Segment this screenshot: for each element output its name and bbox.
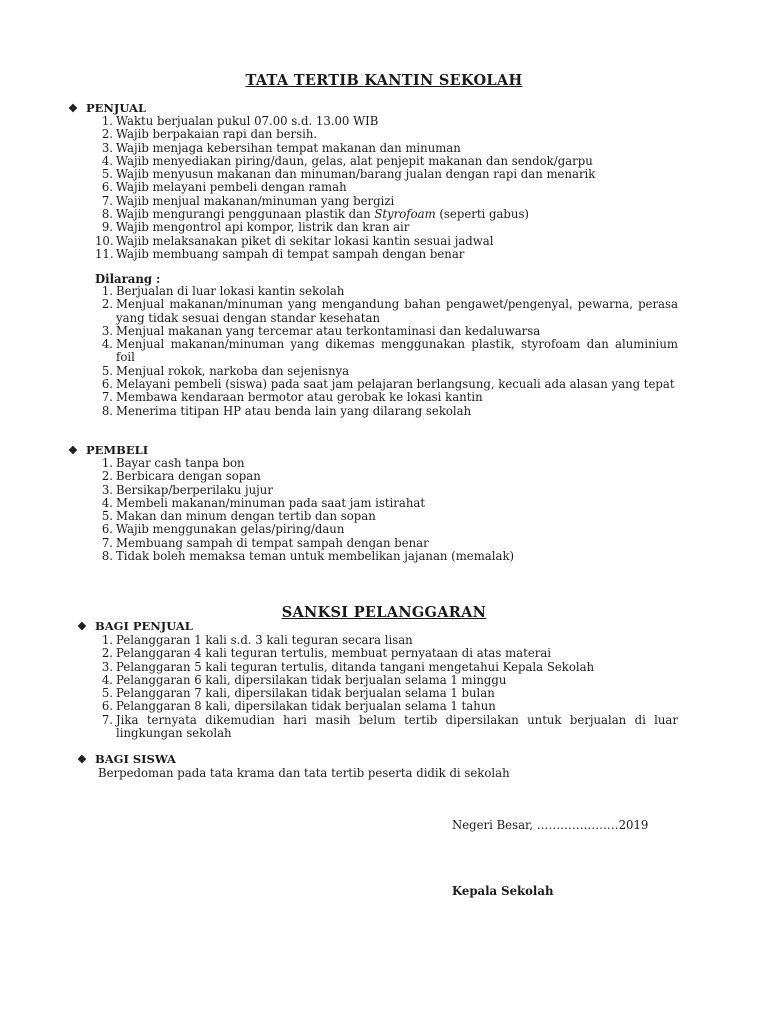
penjual-rule-item	[95, 235, 680, 248]
list-item-text: Wajib mengontrol api kompor, listrik dan kran air	[116, 220, 410, 235]
list-item-number: 7.	[101, 535, 113, 550]
list-item-number: 4.	[101, 337, 113, 352]
list-item-text: Pelanggaran 5 kali teguran tertulis, ditanda tangani mengetahui Kepala Sekolah	[116, 659, 595, 674]
list-item-text: Menjual makanan/minuman yang mengandung bahan pengawet/pengenyal, pewarna, perasa yang tidak sesuai dengan standar kesehatan	[116, 297, 678, 325]
dilarang-rule-item	[95, 338, 678, 365]
penjual-rule-item	[95, 128, 680, 141]
list-item-text: Bayar cash tanpa bon	[116, 456, 245, 470]
list-item-text: Wajib membuang sampah di tempat sampah dengan benar	[116, 246, 465, 261]
pembeli-rule-item	[95, 510, 680, 523]
sanksi-penjual-list	[95, 634, 678, 740]
section-bagi-penjual-heading	[77, 619, 193, 633]
dilarang-rule-item	[95, 325, 678, 338]
dilarang-rule-item	[95, 285, 678, 298]
list-item-number: 11.	[95, 246, 114, 261]
list-item-number: 1.	[101, 114, 113, 128]
penjual-rule-item	[95, 181, 680, 194]
pembeli-rule-item	[95, 523, 680, 536]
diamond-bullet-icon: ❖	[77, 753, 87, 766]
list-item-number: 6.	[101, 180, 113, 195]
pembeli-rule-item	[95, 550, 680, 563]
list-item-text: Melayani pembeli (siswa) pada saat jam pelajaran berlangsung, kecuali ada alasan yang tepat	[116, 377, 675, 392]
section-bagi-siswa-heading	[77, 752, 176, 766]
list-item-number: 7.	[101, 712, 113, 727]
list-item-text: Wajib menyediakan piring/daun, gelas, alat penjepit makanan dan sendok/garpu	[116, 153, 593, 168]
dilarang-rules-list	[95, 285, 678, 418]
penjual-rule-item	[95, 155, 680, 168]
list-item-text: Wajib menjaga kebersihan tempat makanan dan minuman	[116, 140, 461, 155]
list-item-number: 8.	[101, 549, 113, 564]
pembeli-rule-item	[95, 497, 680, 510]
list-item-number: 6.	[101, 377, 113, 392]
list-item-number: 2.	[101, 646, 113, 661]
section-bagi-penjual-label: BAGI PENJUAL	[95, 619, 193, 633]
list-item-text: Membuang sampah di tempat sampah dengan benar	[116, 535, 429, 550]
place-date: Negeri Besar, …………………2019	[452, 818, 649, 832]
list-item-number: 5.	[101, 363, 113, 378]
list-item-text: Wajib menjual makanan/minuman yang bergizi	[116, 193, 395, 208]
sanksi-penjual-item	[95, 647, 678, 660]
list-item-text: Pelanggaran 8 kali, dipersilakan tidak berjualan selama 1 tahun	[116, 699, 496, 714]
list-item-number: 3.	[101, 659, 113, 674]
list-item-text: Wajib melayani pembeli dengan ramah	[116, 180, 347, 195]
section-penjual-heading	[68, 101, 146, 115]
list-item-number: 5.	[101, 686, 113, 701]
penjual-rule-item	[95, 248, 680, 261]
bagi-siswa-text: Berpedoman pada tata krama dan tata tertib peserta didik di sekolah	[98, 766, 510, 780]
dilarang-heading: Dilarang :	[95, 272, 161, 286]
list-item-number: 9.	[101, 220, 113, 235]
list-item-number: 4.	[101, 495, 113, 510]
pembeli-rule-item	[95, 457, 680, 470]
list-item-number: 8.	[101, 403, 113, 418]
penjual-rule-item	[95, 195, 680, 208]
list-item-number: 6.	[101, 699, 113, 714]
pembeli-rules-list	[95, 457, 680, 563]
penjual-rule-item	[95, 142, 680, 155]
pembeli-rule-item	[95, 537, 680, 550]
signature-role: Kepala Sekolah	[452, 884, 554, 898]
list-item-text: Menerima titipan HP atau benda lain yang dilarang sekolah	[116, 403, 472, 418]
list-item-number: 5.	[101, 509, 113, 524]
list-item-number: 2.	[101, 127, 113, 142]
list-item-text: Berbicara dengan sopan	[116, 469, 261, 484]
dilarang-rule-item	[95, 365, 678, 378]
list-item-text: Menjual makanan/minuman yang dikemas menggunakan plastik, styrofoam dan aluminium foil	[116, 337, 678, 365]
list-item-text: Menjual makanan yang tercemar atau terkontaminasi dan kedaluwarsa	[116, 323, 541, 338]
penjual-rule-item	[95, 168, 680, 181]
pembeli-rule-item	[95, 484, 680, 497]
diamond-bullet-icon: ❖	[68, 444, 78, 457]
list-item-text: Wajib menyusun makanan dan minuman/barang jualan dengan rapi dan menarik	[116, 167, 596, 182]
list-item-number: 2.	[101, 297, 113, 312]
list-item-text: Membawa kendaraan bermotor atau gerobak ke lokasi kantin	[116, 390, 483, 405]
list-item-number: 10.	[95, 233, 114, 248]
list-item-text: Pelanggaran 6 kali, dipersilakan tidak berjualan selama 1 minggu	[116, 672, 507, 687]
list-item-number: 7.	[101, 390, 113, 405]
sanksi-penjual-item	[95, 687, 678, 700]
list-item-number: 3.	[101, 482, 113, 497]
list-item-number: 8.	[101, 207, 113, 222]
penjual-rule-item	[95, 221, 680, 234]
sanksi-penjual-item	[95, 661, 678, 674]
dilarang-rule-item	[95, 298, 678, 325]
list-item-text: (seperti gabus)	[435, 207, 529, 222]
dilarang-rule-item	[95, 405, 678, 418]
list-item-number: 1.	[101, 284, 113, 298]
list-item-text: Membeli makanan/minuman pada saat jam istirahat	[116, 495, 426, 510]
list-item-text: Bersikap/berperilaku jujur	[116, 482, 273, 497]
sanksi-penjual-item	[95, 700, 678, 713]
list-item-text: Berjualan di luar lokasi kantin sekolah	[116, 284, 345, 298]
section-pembeli-label: PEMBELI	[86, 443, 149, 457]
list-item-text: Menjual rokok, narkoba dan sejenisnya	[116, 363, 350, 378]
list-item-number: 2.	[101, 469, 113, 484]
list-item-text: Wajib melaksanakan piket di sekitar lokasi kantin sesuai jadwal	[116, 233, 494, 248]
section-penjual-label: PENJUAL	[86, 101, 147, 115]
list-item-text: Jika ternyata dikemudian hari masih belum tertib dipersilakan untuk berjualan di luar lingkungan sekolah	[116, 712, 678, 741]
dilarang-rule-item	[95, 391, 678, 404]
sanksi-penjual-item	[95, 714, 678, 741]
list-item-text: Makan dan minum dengan tertib dan sopan	[116, 509, 376, 524]
list-item-number: 4.	[101, 672, 113, 687]
list-item-number: 6.	[101, 522, 113, 537]
list-item-text: Tidak boleh memaksa teman untuk membelikan jajanan (memalak)	[116, 549, 515, 564]
pembeli-rule-item	[95, 470, 680, 483]
list-item-text: Wajib mengurangi penggunaan plastik dan	[116, 207, 375, 222]
penjual-rule-item	[95, 115, 680, 128]
sanksi-title: SANKSI PELANGGARAN	[281, 604, 487, 621]
list-item-number: 7.	[101, 193, 113, 208]
penjual-rules-list	[95, 115, 680, 261]
dilarang-rule-item	[95, 378, 678, 391]
list-item-number: 3.	[101, 323, 113, 338]
list-item-text: Wajib menggunakan gelas/piring/daun	[116, 522, 345, 537]
list-item-number: 4.	[101, 153, 113, 168]
list-item-text: Pelanggaran 1 kali s.d. 3 kali teguran secara lisan	[116, 633, 413, 647]
document-title: TATA TERTIB KANTIN SEKOLAH	[245, 72, 523, 89]
list-item-italic-text: Styrofoam	[374, 207, 436, 222]
list-item-number: 3.	[101, 140, 113, 155]
sanksi-penjual-item	[95, 634, 678, 647]
list-item-number: 1.	[101, 633, 113, 647]
sanksi-penjual-item	[95, 674, 678, 687]
penjual-rule-item	[95, 208, 680, 221]
list-item-text: Pelanggaran 4 kali teguran tertulis, membuat pernyataan di atas materai	[116, 646, 552, 661]
list-item-text: Waktu berjualan pukul 07.00 s.d. 13.00 WIB	[116, 114, 379, 128]
section-pembeli-heading	[68, 443, 148, 457]
list-item-number: 5.	[101, 167, 113, 182]
section-bagi-siswa-label: BAGI SISWA	[95, 752, 176, 766]
list-item-text: Pelanggaran 7 kali, dipersilakan tidak berjualan selama 1 bulan	[116, 686, 495, 701]
list-item-text: Wajib berpakaian rapi dan bersih.	[116, 127, 318, 142]
diamond-bullet-icon: ❖	[77, 620, 87, 633]
diamond-bullet-icon: ❖	[68, 102, 78, 115]
list-item-number: 1.	[101, 456, 113, 470]
